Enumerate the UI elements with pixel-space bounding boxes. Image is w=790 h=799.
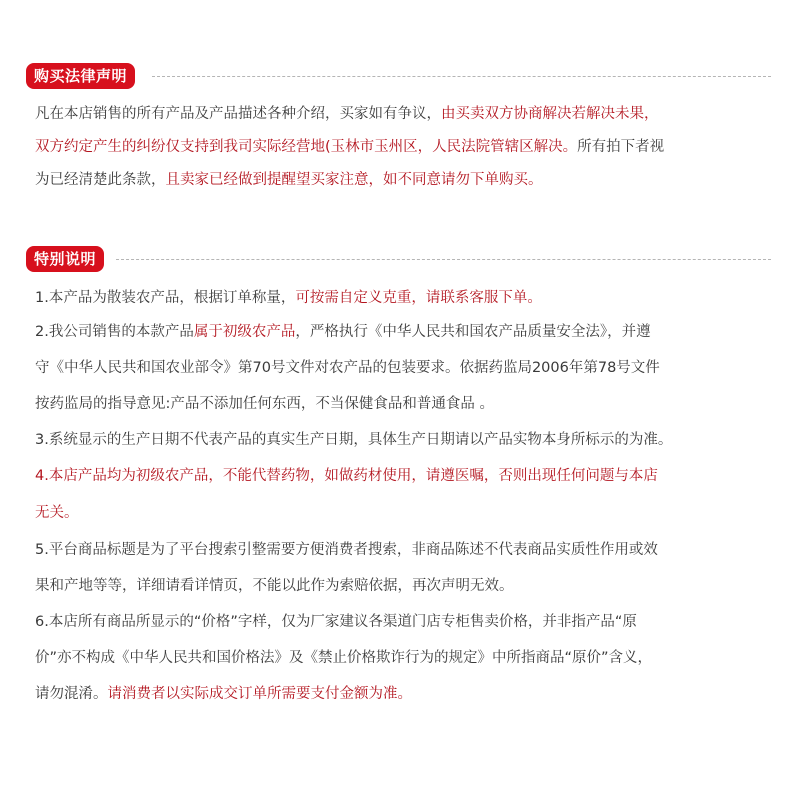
text-normal: 请勿混淆。	[35, 686, 108, 702]
legal-notice-line	[35, 131, 760, 164]
text-highlight: 请消费者以实际成交订单所需要支付金额为准。	[107, 686, 412, 702]
legal-notice-header	[26, 63, 771, 89]
text-normal: 按药监局的指导意见:产品不添加任何东西，不当保健食品和普通食品 。	[35, 396, 494, 412]
text-normal: 守《中华人民共和国农业部令》第70号文件对农产品的包装要求。依据药监局2006年第78号文件	[35, 360, 660, 376]
text-normal: 3.系统显示的生产日期不代表产品的真实生产日期，具体生产日期请以产品实物本身所标示的为准。	[35, 432, 673, 448]
text-normal: 为已经清楚此条款，	[35, 172, 166, 188]
note-line-4b	[35, 494, 760, 532]
text-highlight: 由买卖双方协商解决若解决未果，	[441, 106, 659, 122]
note-line-2c	[35, 386, 760, 422]
note-line-4a	[35, 458, 760, 494]
text-normal: 2.我公司销售的本款产品	[35, 324, 194, 340]
note-line-5a	[35, 532, 760, 568]
note-line-2a	[35, 314, 760, 350]
legal-notice-line	[35, 164, 760, 197]
text-normal: 1.本产品为散装农产品，根据订单称量，	[35, 290, 296, 306]
text-highlight: 属于初级农产品	[193, 324, 296, 340]
legal-notice-line	[35, 98, 760, 131]
note-line-6b	[35, 640, 760, 676]
note-line-5b	[35, 568, 760, 604]
text-normal: 5.平台商品标题是为了平台搜索引整需要方便消费者搜索，非商品陈述不代表商品实质性作用或效	[35, 542, 658, 558]
note-line-3	[35, 422, 760, 458]
text-highlight: 4.本店产品均为初级农产品，不能代替药物，如做药材使用，请遵医嘱，否则出现任何问题与本店	[35, 468, 658, 484]
special-notes-body	[35, 282, 760, 712]
text-normal: 果和产地等等，详细请看详情页，不能以此作为索赔依据，再次声明无效。	[35, 578, 514, 594]
special-notes-title-badge: 特别说明	[26, 246, 104, 272]
special-notes-header	[26, 246, 771, 272]
section-divider	[152, 76, 771, 77]
text-highlight: 可按需自定义克重，请联系客服下单。	[295, 290, 542, 306]
text-normal: 6.本店所有商品所显示的“价格”字样，仅为厂家建议各渠道门店专柜售卖价格，并非指产品“原	[35, 614, 637, 630]
legal-notice-body	[35, 98, 760, 197]
text-normal: 凡在本店销售的所有产品及产品描述各种介绍，买家如有争议，	[35, 106, 441, 122]
note-line-1	[35, 282, 760, 314]
text-normal: 所有拍下者视	[577, 139, 665, 155]
text-highlight: 无关。	[35, 505, 79, 521]
note-line-6c	[35, 676, 760, 712]
text-highlight: 且卖家已经做到提醒望买家注意，如不同意请勿下单购买。	[165, 172, 543, 188]
legal-notice-title-badge: 购买法律声明	[26, 63, 135, 89]
note-line-6a	[35, 604, 760, 640]
note-line-2b	[35, 350, 760, 386]
text-normal: ，严格执行《中华人民共和国农产品质量安全法》，并遵	[295, 324, 651, 340]
text-highlight: 双方约定产生的纠纷仅支持到我司实际经营地(玉林市玉州区，人民法院管辖区解决。	[35, 139, 578, 155]
section-divider	[116, 259, 771, 260]
text-normal: 价”亦不构成《中华人民共和国价格法》及《禁止价格欺诈行为的规定》中所指商品“原价”含义，	[35, 650, 653, 666]
